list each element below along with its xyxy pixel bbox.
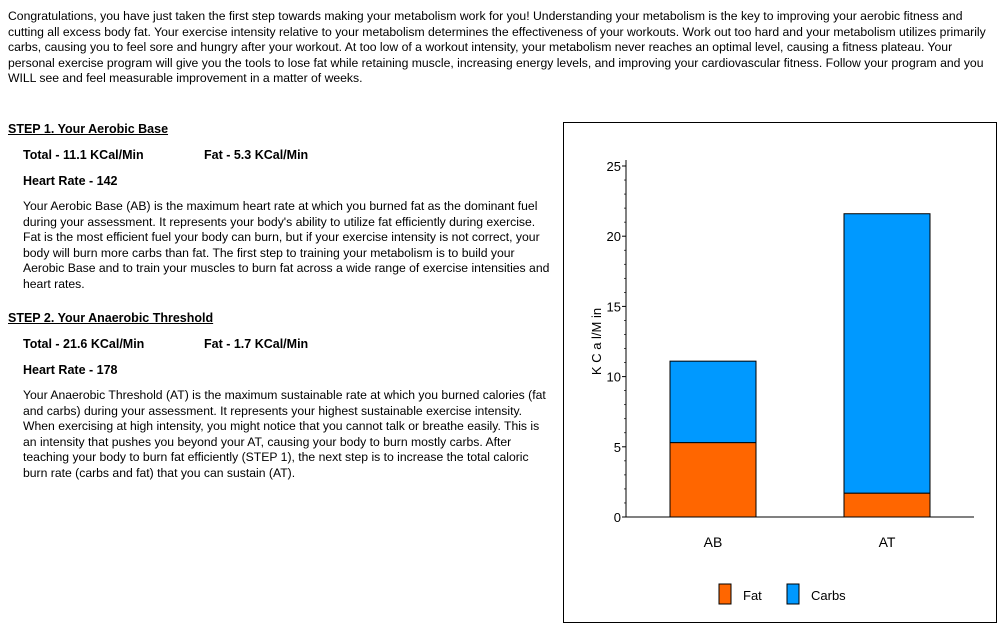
y-tick-label-5: 5 [613,439,621,455]
x-tick-label-ab: AB [703,534,723,550]
y-axis-label: K C a l/M in [589,307,604,376]
bar-at-fat [844,493,930,517]
step2-heart-rate: Heart Rate - 178 [23,363,118,377]
step2-total: Total - 21.6 KCal/Min [23,337,145,351]
step2-fat: Fat - 1.7 KCal/Min [204,337,309,351]
step1-title: STEP 1. Your Aerobic Base [8,122,169,136]
y-tick-label-25: 25 [606,159,621,174]
metabolism-chart [563,122,997,623]
x-tick-label-at: AT [878,534,896,550]
step1-heart-rate: Heart Rate - 142 [23,174,118,188]
bar-ab-carbs [670,361,756,442]
step1-fat: Fat - 5.3 KCal/Min [204,148,309,162]
bar-at-carbs [844,214,930,493]
intro-paragraph: Congratulations, you have just taken the first step towards making your metabolism work for you! Understanding your metabolism is the key to improving your aerobic fitness and cutting all excess body fat. Your exercise intensity relative to your metabolism determines the effectiveness of your workouts. Work out too hard and your metabolism utilizes primarily carbs, causing you to feel sore and hungry after your workout. At too low of a workout intensity, your metabolism never reaches an optimal level, causing a fitness plateau. Your personal exercise program will give you the tools to lose fat while retaining muscle, increasing energy levels, and improving your cardiovascular fitness. Follow your program and you WILL see and feel measurable improvement in a matter of weeks. [8,9,986,86]
legend-label-fat: Fat [743,588,762,603]
stacked-bar-chart [564,123,996,622]
y-tick-label-0: 0 [613,510,621,525]
y-tick-label-15: 15 [606,299,621,315]
step2-description: Your Anaerobic Threshold (AT) is the maximum sustainable rate at which you burned calories (fat and carbs) during your assessment. It represents your highest sustainable exercise intensity. When exercising at high intensity, you might notice that you cannot talk or breathe easily. This is an intensity that pushes you beyond your AT, causing your body to burn mostly carbs. After teaching your body to burn fat efficiently (STEP 1), the next step is to increase the total caloric burn rate (carbs and fat) that you can sustain (AT). [23,388,546,480]
y-tick-label-10: 10 [606,369,621,385]
step1-total: Total - 11.1 KCal/Min [23,148,144,162]
y-tick-label-20: 20 [606,229,621,245]
step1-description: Your Aerobic Base (AB) is the maximum heart rate at which you burned fat as the dominant fuel during your assessment. It represents your body's ability to utilize fat efficiently during exercise. Fat is the most efficient fuel your body can burn, but if your exercise intensity is not correct, your body will burn more carbs than fat. The first step to training your metabolism is to build your Aerobic Base and to train your muscles to burn fat across a wide range of exercise intensities and heart rates. [23,199,550,291]
bar-ab-fat [670,443,756,517]
legend-label-carbs: Carbs [811,588,846,603]
step2-title: STEP 2. Your Anaerobic Threshold [8,311,214,325]
legend-swatch-fat [719,584,731,604]
legend-swatch-carbs [787,584,799,604]
